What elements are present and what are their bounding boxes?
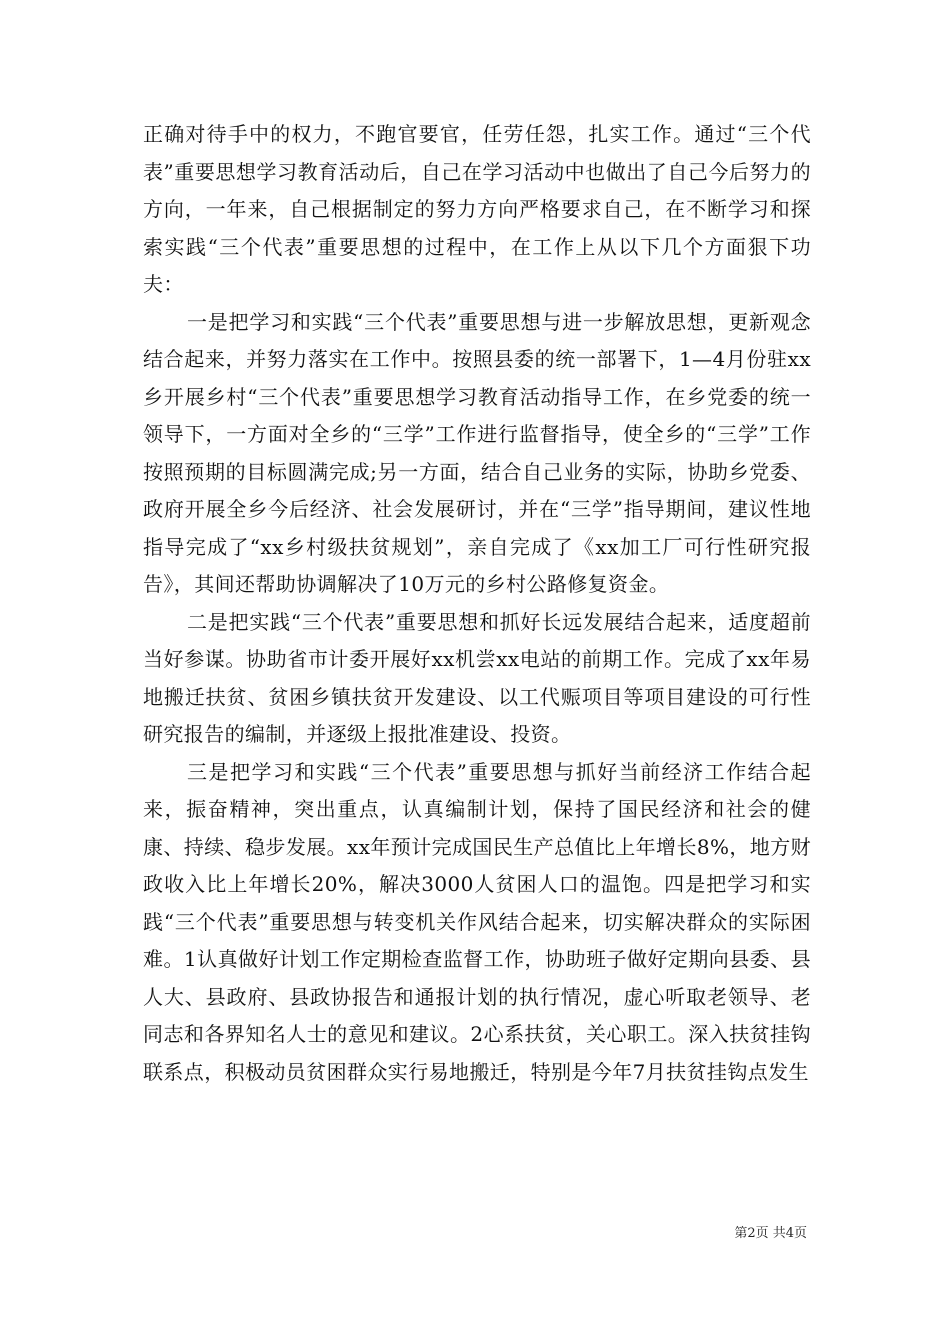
page-number-footer: 第2页 共4页	[734, 1226, 807, 1241]
paragraph-1: 正确对待手中的权力，不跑官要官，任劳任怨，扎实工作。通过“三个代表”重要思想学习教育活动后，自己在学习活动中也做出了自己今后努力的方向，一年来，自己根据制定的努力方向严格要求自己，在不断学习和探索实践“三个代表”重要思想的过程中，在工作上从以下几个方面狠下功夫：	[143, 122, 811, 296]
paragraph-2: 一是把学习和实践“三个代表”重要思想与进一步解放思想，更新观念结合起来，并努力落实在工作中。按照县委的统一部署下，1—4月份驻xx乡开展乡村“三个代表”重要思想学习教育活动指导工作，在乡党委的统一领导下，一方面对全乡的“三学”工作进行监督指导，使全乡的“三学”工作按照预期的目标圆满完成;另一方面，结合自己业务的实际，协助乡党委、政府开展全乡今后经济、社会发展研讨，并在“三学”指导期间，建议性地指导完成了“xx乡村级扶贫规划”，亲自完成了《xx加工厂可行性研究报告》，其间还帮助协调解决了10万元的乡村公路修复资金。	[143, 309, 811, 596]
paragraph-4: 三是把学习和实践“三个代表”重要思想与抓好当前经济工作结合起来，振奋精神，突出重点，认真编制计划，保持了国民经济和社会的健康、持续、稳步发展。xx年预计完成国民生产总值比上年增长8%，地方财政收入比上年增长20%，解决3000人贫困人口的温饱。四是把学习和实践“三个代表”重要思想与转变机关作风结合起来，切实解决群众的实际困难。1认真做好计划工作定期检查监督工作，协助班子做好定期向县委、县人大、县政府、县政协报告和通报计划的执行情况，虚心听取老领导、老同志和各界知名人士的意见和建议。2心系扶贫，关心职工。深入扶贫挂钩联系点，积极动员贫困群众实行易地搬迁，特别是今年7月扶贫挂钩点发生	[143, 759, 811, 1084]
paragraph-3: 二是把实践“三个代表”重要思想和抓好长远发展结合起来，适度超前当好参谋。协助省市计委开展好xx机尝xx电站的前期工作。完成了xx年易地搬迁扶贫、贫困乡镇扶贫开发建设、以工代赈项目等项目建设的可行性研究报告的编制，并逐级上报批准建设、投资。	[143, 609, 811, 746]
document-body	[143, 116, 811, 1091]
